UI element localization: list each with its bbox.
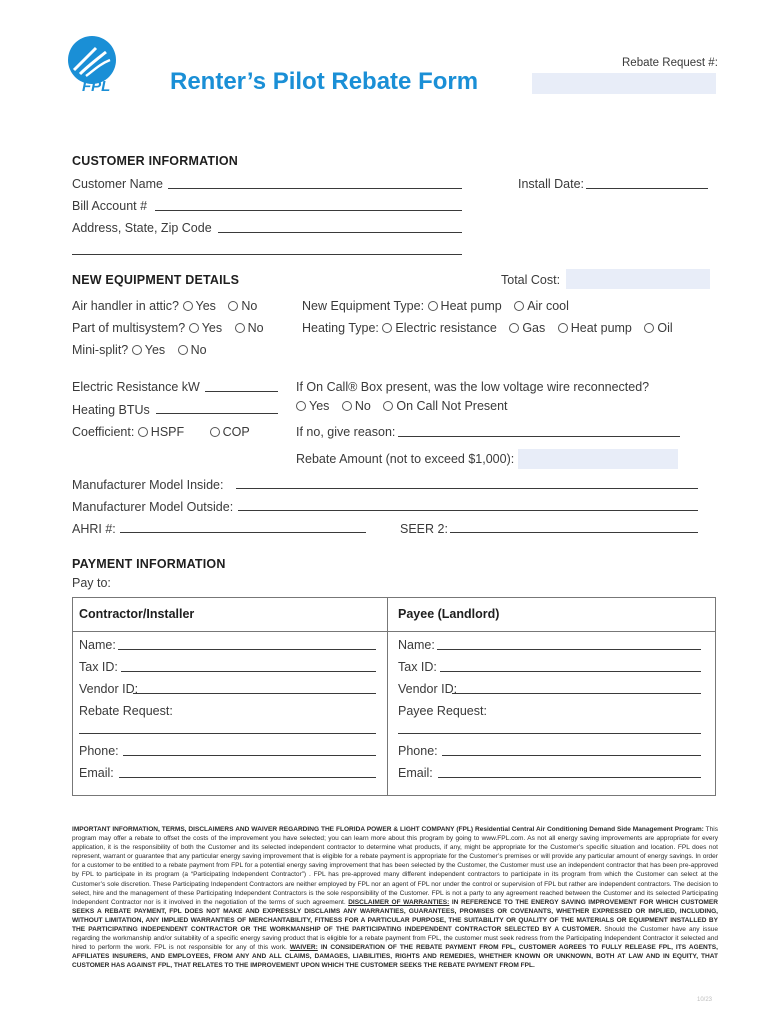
contractor-vendor-id-field[interactable] xyxy=(133,693,376,694)
payee-request-label: Payee Request: xyxy=(398,704,487,718)
contractor-tax-id-field[interactable] xyxy=(121,671,376,672)
heating-type-label: Heating Type: xyxy=(302,321,379,335)
no-reason-field[interactable] xyxy=(398,436,680,437)
heating-btus-label: Heating BTUs xyxy=(72,403,150,417)
seer2-field[interactable] xyxy=(450,532,698,533)
no-reason-label: If no, give reason: xyxy=(296,425,396,439)
model-inside-label: Manufacturer Model Inside: xyxy=(72,478,224,492)
minisplit-label: Mini-split? xyxy=(72,343,129,357)
install-date-label: Install Date: xyxy=(518,177,585,191)
payment-table-divider xyxy=(387,598,388,795)
payee-email-field[interactable] xyxy=(438,777,701,778)
model-outside-field[interactable] xyxy=(238,510,698,511)
footer-code: 10/23 xyxy=(696,997,712,1003)
oncall-question: If On Call® Box present, was the low voltage wire reconnected? xyxy=(296,380,650,394)
equipment-type-heat-pump-radio[interactable]: Heat pump xyxy=(428,299,502,313)
oncall-options-row xyxy=(296,399,517,413)
address-field-line2[interactable] xyxy=(72,254,462,255)
minisplit-no-radio[interactable]: No xyxy=(178,343,207,357)
minisplit-yes-radio[interactable]: Yes xyxy=(132,343,165,357)
contractor-phone-field[interactable] xyxy=(123,755,376,756)
terms-body-1: This program may offer a rebate to offset the costs of the improvement you have selected; you can learn more about this program by going to www.FPL.com. As not all energy saving improvements are appropriate for every application, it is the responsibility of both the Customer and its selected independent contractor to determine what products, if any, might be appropriate for the Customer’s specific situation and location. FPL does not represent, warrant or guarantee that any particular energy saving improvement that is eligible for a rebate payment is appropriate for the Customer’s premises or will provide any particular amount of energy savings. In order for a customer to be entitled to a rebate payment from FPL for a potential energy saving improvement that has been selected by the Customer, the Customer must use an independent contractor that has been pre-approved by FPL to participate in its program (a “Participating Independent Contractor”) . FPL has pre-approved many different independent contractors to participate in its program from which the Customer can select at the Customer’s sole discretion. These Participating Independent Contractors are neither employed by FPL nor an agent of FPL nor under the control or supervision of FPL but rather are independent contractors. The decision to select, hire and the management of these Participating Independent Contractors is the sole responsibility of the Customer. FPL is not a party to any agreement reached between the Customer and its selected Participating Independent Contractor nor is it involved in the negotiation of the terms of such agreement. xyxy=(72,826,718,906)
minisplit-row xyxy=(72,343,216,357)
payee-vendor-id-label: Vendor ID: xyxy=(398,682,458,696)
oncall-not-present-radio[interactable]: On Call Not Present xyxy=(383,399,507,413)
payee-phone-label: Phone: xyxy=(398,744,438,758)
heating-type-row xyxy=(302,321,682,335)
air-handler-yes-radio[interactable]: Yes xyxy=(183,299,216,313)
electric-resistance-kw-field[interactable] xyxy=(205,391,278,392)
rebate-amount-label: Rebate Amount (not to exceed $1,000): xyxy=(296,452,515,466)
contractor-header: Contractor/Installer xyxy=(79,607,195,621)
multisystem-label: Part of multisystem? xyxy=(72,321,186,335)
oncall-yes-radio[interactable]: Yes xyxy=(296,399,329,413)
model-outside-label: Manufacturer Model Outside: xyxy=(72,500,234,514)
equipment-type-row xyxy=(302,299,578,313)
model-inside-field[interactable] xyxy=(236,488,698,489)
form-title: Renter’s Pilot Rebate Form xyxy=(170,68,479,95)
payee-name-label: Name: xyxy=(398,638,435,652)
contractor-rebate-request-label: Rebate Request: xyxy=(79,704,173,718)
contractor-email-field[interactable] xyxy=(119,777,376,778)
bill-account-field[interactable] xyxy=(155,210,462,211)
install-date-field[interactable] xyxy=(586,188,708,189)
contractor-tax-id-label: Tax ID: xyxy=(79,660,118,674)
payment-table xyxy=(72,597,716,796)
coefficient-row xyxy=(72,425,259,439)
payee-email-label: Email: xyxy=(398,766,433,780)
multisystem-yes-radio[interactable]: Yes xyxy=(189,321,222,335)
total-cost-field[interactable] xyxy=(566,269,710,289)
contractor-phone-label: Phone: xyxy=(79,744,119,758)
contractor-rebate-request-field[interactable] xyxy=(79,733,376,734)
fpl-logo xyxy=(62,34,122,94)
address-field[interactable] xyxy=(218,232,462,233)
seer2-label: SEER 2: xyxy=(400,522,448,536)
contractor-email-label: Email: xyxy=(79,766,114,780)
equipment-type-air-cool-radio[interactable]: Air cool xyxy=(514,299,569,313)
logo-text: FPL xyxy=(82,78,111,95)
payee-tax-id-field[interactable] xyxy=(440,671,701,672)
payee-header: Payee (Landlord) xyxy=(398,607,500,621)
terms-text xyxy=(72,825,718,971)
heating-btus-field[interactable] xyxy=(156,413,278,414)
rebate-amount-field[interactable] xyxy=(518,449,678,469)
ahri-label: AHRI #: xyxy=(72,522,116,536)
heating-type-electric-resistance-radio[interactable]: Electric resistance xyxy=(382,321,496,335)
equipment-heading: NEW EQUIPMENT DETAILS xyxy=(72,273,240,287)
contractor-name-label: Name: xyxy=(79,638,116,652)
heating-type-gas-radio[interactable]: Gas xyxy=(509,321,545,335)
payee-request-field[interactable] xyxy=(398,733,701,734)
pay-to-label: Pay to: xyxy=(72,576,111,590)
multisystem-no-radio[interactable]: No xyxy=(235,321,264,335)
rebate-request-number-field[interactable] xyxy=(532,73,716,94)
disclaimer-body: IN REFERENCE TO THE ENERGY SAVING IMPROVEMENT FOR WHICH CUSTOMER SEEKS A REBATE PAYMENT, FPL DOES NOT MAKE AND EXPRESSLY DISCLAIMS ANY WARRANTIES, GUARANTEES, PROMISES OR COVENANTS, WHETHER EXPRESSED OR IMPLIED, INCLUDING, WITHOUT LIMITATION, ANY IMPLIED WARRANTIES OF MERCHANTABILITY, FITNESS FOR A PARTICULAR PURPOSE, THE SUITABILITY OR QUALITY OF THE MATERIALS OR EQUIPMENT INSTALLED BY THE PARTICIPATING INDEPENDENT CONTRACTOR OR THE WORKMANSHIP OF THE PARTICIPATING INDEPENDENT CONTRACTOR SELECTED BY A CUSTOMER. xyxy=(72,898,718,934)
disclaimer-label: DISCLAIMER OF WARRANTIES: xyxy=(348,898,450,906)
heating-type-heat-pump-radio[interactable]: Heat pump xyxy=(558,321,632,335)
contractor-name-field[interactable] xyxy=(118,649,376,650)
air-handler-row xyxy=(72,299,266,313)
multisystem-row xyxy=(72,321,273,335)
ahri-field[interactable] xyxy=(120,532,366,533)
contractor-vendor-id-label: Vendor ID: xyxy=(79,682,139,696)
waiver-label: WAIVER: xyxy=(289,944,318,952)
bill-account-label: Bill Account # xyxy=(72,199,148,213)
address-label: Address, State, Zip Code xyxy=(72,221,212,235)
total-cost-label: Total Cost: xyxy=(501,273,561,287)
terms-heading: IMPORTANT INFORMATION, TERMS, DISCLAIMERS AND WAIVER REGARDING THE FLORIDA POWER & LIGHT COMPANY (FPL) Residential Central Air Conditioning Demand Side Management Program: xyxy=(72,826,704,833)
coefficient-cop-radio[interactable]: COP xyxy=(210,425,250,439)
rebate-request-number-label: Rebate Request #: xyxy=(622,57,718,69)
payee-name-field[interactable] xyxy=(437,649,701,650)
heating-type-oil-radio[interactable]: Oil xyxy=(644,321,672,335)
air-handler-no-radio[interactable]: No xyxy=(228,299,257,313)
payee-tax-id-label: Tax ID: xyxy=(398,660,437,674)
payment-heading: PAYMENT INFORMATION xyxy=(72,557,226,571)
customer-name-label: Customer Name xyxy=(72,177,163,191)
waiver-body: IN CONSIDERATION OF THE REBATE PAYMENT FROM FPL, CUSTOMER AGREES TO FULLY RELEASE FPL, ITS AGENTS, AFFILIATES INSURERS, AND EMPLOYEES, FROM ANY AND ALL CLAIMS, DAMAGES, LIABILITIES, RIGHTS AND REMEDIES, WHETHER KNOWN OR UNKNOWN, BOTH AT LAW AND IN EQUITY, THAT CUSTOMER HAS AGAINST FPL, THAT RELATES TO THE IMPROVEMENT UPON WHICH THE CUSTOMER SEEKS THE REBATE PAYMENT FROM FPL. xyxy=(72,944,718,970)
coefficient-label: Coefficient: xyxy=(72,425,135,439)
terms-body-2: Should the Customer have any issue regarding the workmanship and/or suitability of a specific energy saving product that is eligible for a rebate payment from FPL, the customer must seek redress from the Participating Independent Contractor it selected and hired to perform the work. FPL is not responsible for any of this work. xyxy=(72,926,718,952)
equipment-type-label: New Equipment Type: xyxy=(302,299,425,313)
coefficient-hspf-radio[interactable]: HSPF xyxy=(138,425,184,439)
customer-info-heading: CUSTOMER INFORMATION xyxy=(72,154,239,168)
payee-phone-field[interactable] xyxy=(442,755,701,756)
oncall-no-radio[interactable]: No xyxy=(342,399,371,413)
electric-resistance-kw-label: Electric Resistance kW xyxy=(72,380,200,394)
customer-name-field[interactable] xyxy=(168,188,462,189)
air-handler-label: Air handler in attic? xyxy=(72,299,180,313)
payee-vendor-id-field[interactable] xyxy=(452,693,701,694)
